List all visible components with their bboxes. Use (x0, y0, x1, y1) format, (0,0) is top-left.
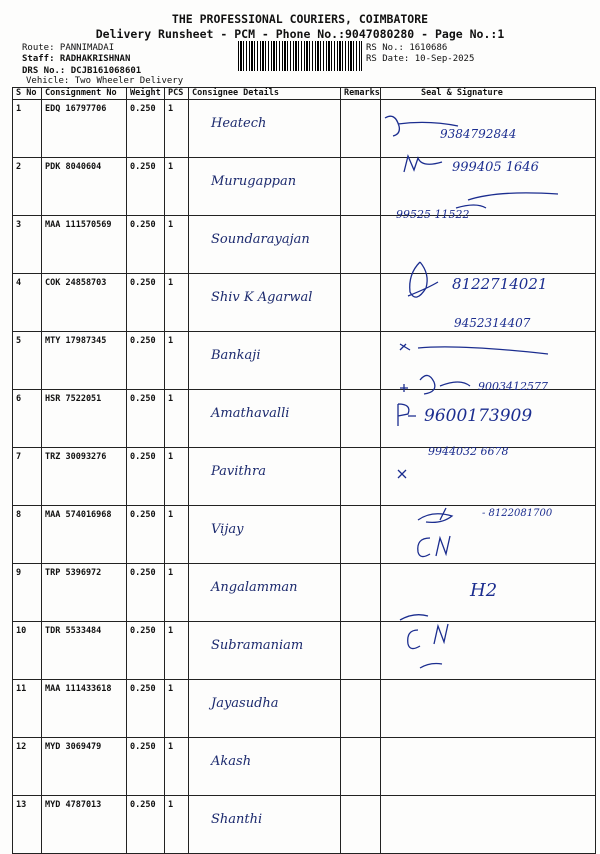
cell-pcs: 1 (165, 564, 189, 622)
cell-remarks (341, 796, 381, 854)
cell-weight: 0.250 (127, 448, 165, 506)
cell-consignment: TRZ 30093276 (42, 448, 127, 506)
signature-7: 9003412577 (478, 380, 548, 393)
cell-consignee: Akash (189, 738, 341, 796)
staff-label: Staff: RADHAKRISHNAN (22, 54, 131, 64)
cell-sno: 12 (13, 738, 42, 796)
signature-6: 9452314407 (454, 316, 531, 330)
cell-pcs: 1 (165, 216, 189, 274)
cell-pcs: 1 (165, 796, 189, 854)
col-consignment: Consignment No (42, 88, 127, 100)
cell-consignee: Shanthi (189, 796, 341, 854)
col-signature: Seal & Signature (381, 88, 596, 100)
cell-pcs: 1 (165, 448, 189, 506)
cell-weight: 0.250 (127, 100, 165, 158)
cell-pcs: 1 (165, 738, 189, 796)
runsheet-subtitle: Delivery Runsheet - PCM - Phone No.:9047080280 - Page No.:1 (95, 27, 505, 41)
signature-mark-5 (408, 262, 438, 297)
cell-consignee: Amathavalli (189, 390, 341, 448)
signature-8: 9600173909 (424, 406, 533, 426)
cell-sno: 7 (13, 448, 42, 506)
cell-weight: 0.250 (127, 622, 165, 680)
cell-sno: 1 (13, 100, 42, 158)
cell-sno: 8 (13, 506, 42, 564)
cell-consignment: COK 24858703 (42, 274, 127, 332)
cell-consignee: Shiv K Agarwal (189, 274, 341, 332)
rs-date: RS Date: 10-Sep-2025 (366, 54, 475, 64)
cell-consignment: MAA 574016968 (42, 506, 127, 564)
cell-weight: 0.250 (127, 796, 165, 854)
col-consignee: Consignee Details (189, 88, 341, 100)
cell-weight: 0.250 (127, 506, 165, 564)
signature-mark-10 (418, 508, 452, 522)
cell-consignee: Subramaniam (189, 622, 341, 680)
vehicle-label: Vehicle: Two Wheeler Delivery (26, 76, 184, 86)
cell-sno: 4 (13, 274, 42, 332)
cell-consignment: MAA 111433618 (42, 680, 127, 738)
col-sno: S No (13, 88, 42, 100)
signature-3: 99525 11522 (396, 208, 470, 221)
cell-sno: 5 (13, 332, 42, 390)
cell-sno: 11 (13, 680, 42, 738)
cell-consignee: Pavithra (189, 448, 341, 506)
cell-consignee: Heatech (189, 100, 341, 158)
cell-consignment: MYD 3069479 (42, 738, 127, 796)
cell-consignee: Vijay (189, 506, 341, 564)
cell-pcs: 1 (165, 680, 189, 738)
cell-consignee: Soundarayajan (189, 216, 341, 274)
cell-weight: 0.250 (127, 680, 165, 738)
signature-mark-13 (400, 615, 448, 668)
signature-1: 9384792844 (440, 127, 517, 141)
cell-sno: 6 (13, 390, 42, 448)
cell-consignment: PDK 8040604 (42, 158, 127, 216)
route-label: Route: PANNIMADAI (22, 43, 115, 53)
cell-pcs: 1 (165, 274, 189, 332)
cell-consignment: EDQ 16797706 (42, 100, 127, 158)
cell-consignee: Jayasudha (189, 680, 341, 738)
cell-pcs: 1 (165, 390, 189, 448)
rs-number: RS No.: 1610686 (366, 43, 448, 53)
cell-pcs: 1 (165, 622, 189, 680)
cell-consignment: TDR 5533484 (42, 622, 127, 680)
cell-consignment: HSR 7522051 (42, 390, 127, 448)
signature-mark-11 (418, 536, 450, 557)
signature-2: 999405 1646 (452, 160, 539, 175)
cell-pcs: 1 (165, 158, 189, 216)
cell-consignment: TRP 5396972 (42, 564, 127, 622)
cell-weight: 0.250 (127, 158, 165, 216)
col-remarks: Remarks (341, 88, 381, 100)
signature-mark-9 (398, 470, 406, 478)
signature-mark-3 (456, 193, 558, 208)
cell-weight: 0.250 (127, 738, 165, 796)
cell-sno: 10 (13, 622, 42, 680)
col-pcs: PCS (165, 88, 189, 100)
cell-pcs: 1 (165, 332, 189, 390)
cell-sno: 3 (13, 216, 42, 274)
signature-mark-2 (404, 156, 442, 172)
cell-signature (381, 796, 596, 854)
signature-mark-6 (400, 344, 548, 354)
cell-sno: 13 (13, 796, 42, 854)
cell-sno: 9 (13, 564, 42, 622)
signature-9: 9944032 6678 (428, 445, 509, 458)
cell-consignment: MTY 17987345 (42, 332, 127, 390)
cell-consignment: MYD 4787013 (42, 796, 127, 854)
cell-weight: 0.250 (127, 390, 165, 448)
signature-12: H2 (470, 580, 498, 601)
cell-weight: 0.250 (127, 216, 165, 274)
cell-sno: 2 (13, 158, 42, 216)
cell-weight: 0.250 (127, 564, 165, 622)
signature-10: - 8122081700 (482, 508, 553, 519)
signature-mark-8 (398, 404, 416, 426)
cell-consignee: Murugappan (189, 158, 341, 216)
company-title: THE PROFESSIONAL COURIERS, COIMBATORE (171, 12, 429, 26)
cell-weight: 0.250 (127, 332, 165, 390)
signature-mark-7 (400, 375, 470, 394)
cell-consignment: MAA 111570569 (42, 216, 127, 274)
cell-consignee: Angalamman (189, 564, 341, 622)
col-weight: Weight (127, 88, 165, 100)
cell-consignee: Bankaji (189, 332, 341, 390)
cell-weight: 0.250 (127, 274, 165, 332)
table-row (13, 796, 596, 854)
cell-pcs: 1 (165, 506, 189, 564)
cell-pcs: 1 (165, 100, 189, 158)
signature-5: 8122714021 (452, 275, 548, 293)
drs-label: DRS No.: DCJB161068601 (22, 66, 142, 76)
